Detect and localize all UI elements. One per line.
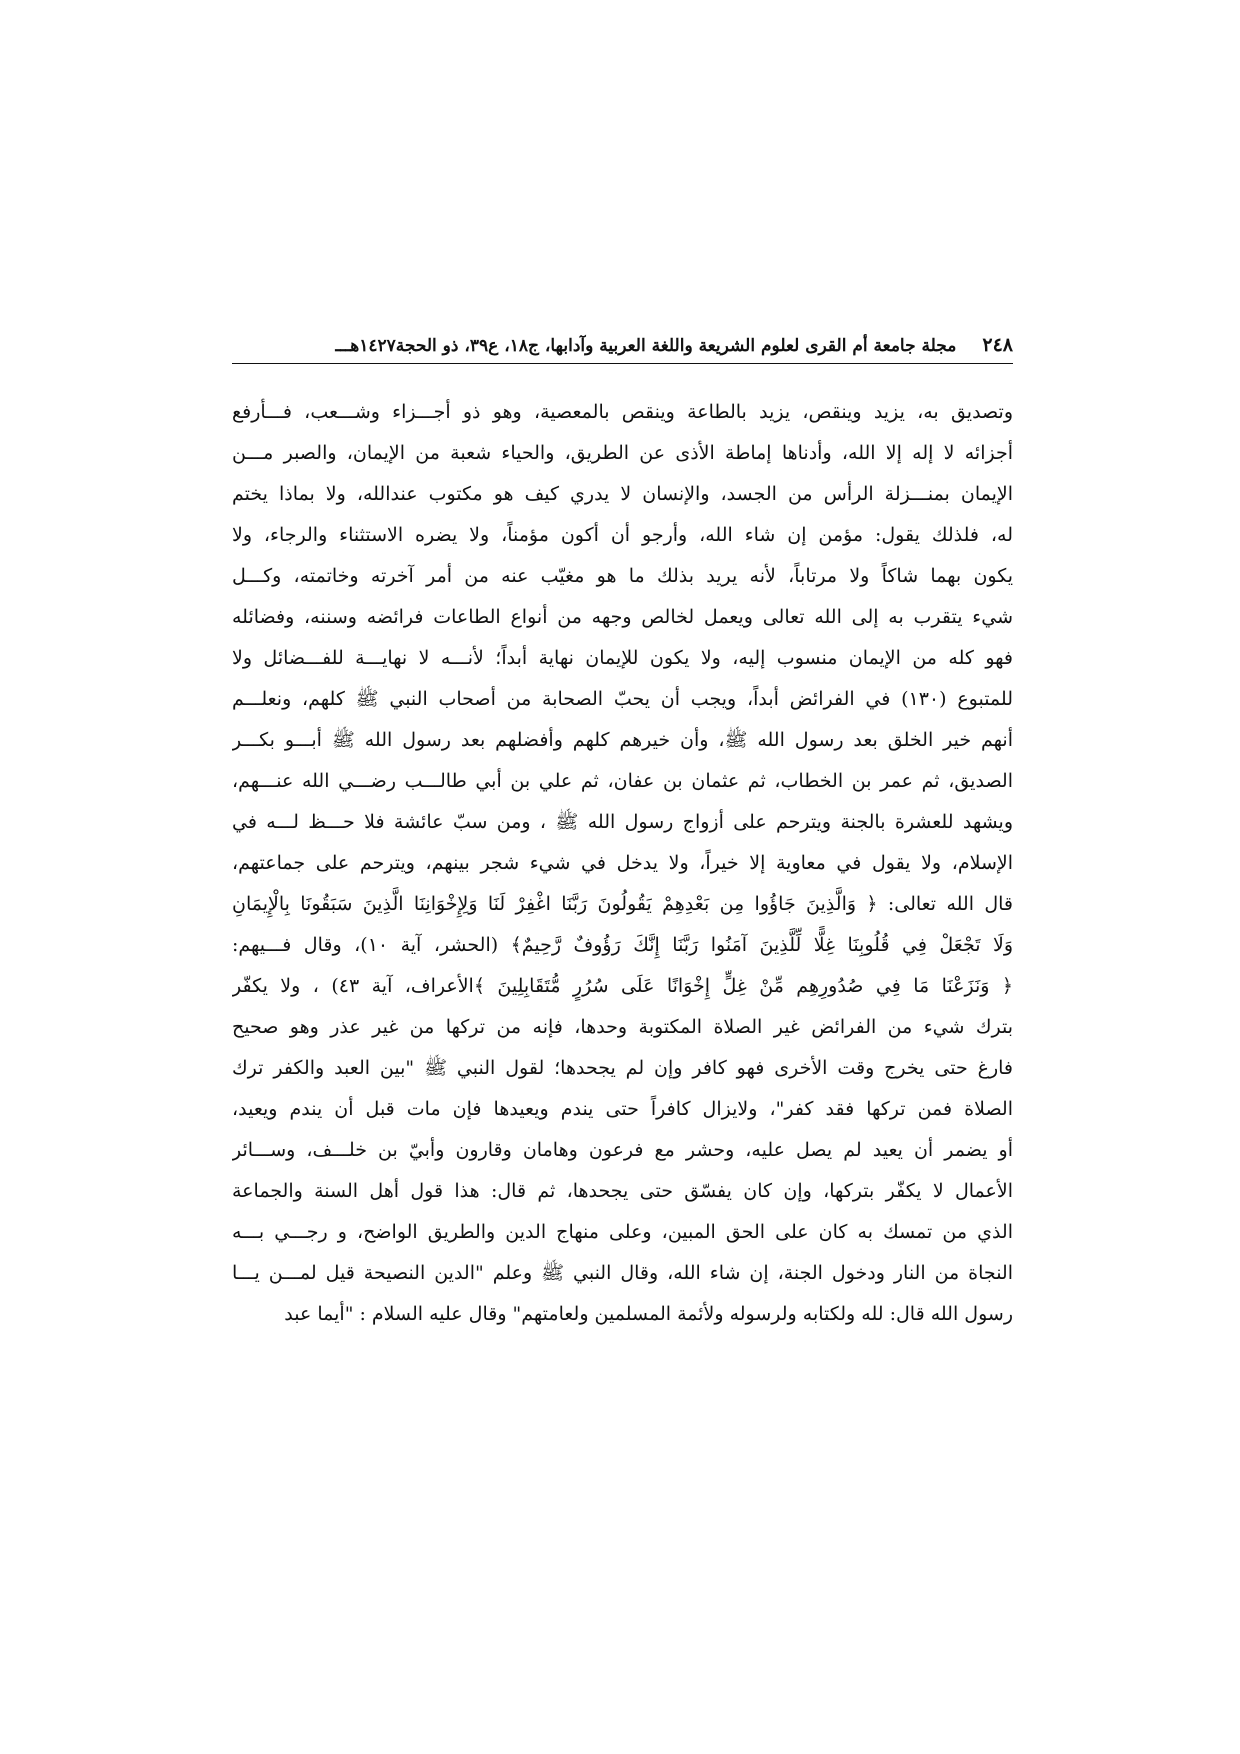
text-line: ويشهد للعشرة بالجنة ويترحم على أزواج رسول الله ﷺ ، ومن سبّ عائشة فلا حـــظ لـــه في bbox=[232, 811, 1013, 833]
text-line: رسول الله قال: لله ولكتابه ولرسوله ولأئمة المسلمين ولعامتهم" وقال عليه السلام : "أيما عبد bbox=[284, 1303, 1013, 1325]
page-number: ٢٤٨ bbox=[982, 334, 1013, 356]
text-line: الإسلام، ولا يقول في معاوية إلا خيراً، ولا يدخل في شيء شجر بينهم، ويترحم على جماعتهم، bbox=[232, 852, 1013, 874]
text-line: شيء يتقرب به إلى الله تعالى ويعمل لخالص وجهه من أنواع الطاعات فرائضه وسننه، وفضائله bbox=[232, 606, 1013, 628]
text-line: فارغ حتى يخرج وقت الأخرى فهو كافر وإن لم يجحدها؛ لقول النبي ﷺ "بين العبد والكفر ترك bbox=[232, 1057, 1013, 1079]
running-header bbox=[232, 320, 1013, 356]
body-text bbox=[232, 392, 1013, 1335]
text-line: الصلاة فمن تركها فقد كفر"، ولايزال كافراً حتى يندم ويعيدها فإن مات قبل أن يندم ويعيد، bbox=[232, 1098, 1013, 1120]
journal-title: مجلة جامعة أم القرى لعلوم الشريعة واللغة العربية وآدابها، ج١٨، ع٣٩، ذو الحجة١٤٢٧هـــ bbox=[335, 336, 957, 356]
text-line: الأعمال لا يكفّر بتركها، وإن كان يفسّق حتى يجحدها، ثم قال: هذا قول أهل السنة والجماعة bbox=[232, 1180, 1013, 1202]
text-line: له، فلذلك يقول: مؤمن إن شاء الله، وأرجو أن أكون مؤمناً، ولا يضره الاستثناء والرجاء، ولا bbox=[232, 524, 1013, 546]
quran-line: وَلَا تَجْعَلْ فِي قُلُوبِنَا غِلًّا لِّلَّذِينَ آمَنُوا رَبَّنَا إِنَّكَ رَؤُوفٌ رَّحِيمٌ﴾ (الحشر، آية ١٠)، وقال فـــيهم: bbox=[232, 934, 1013, 956]
text-line: الإيمان بمنـــزلة الرأس من الجسد، والإنسان لا يدري كيف هو مكتوب عندالله، ولا بماذا يختم bbox=[232, 483, 1013, 505]
text-line: أنهم خير الخلق بعد رسول الله ﷺ، وأن خيرهم كلهم وأفضلهم بعد رسول الله ﷺ أبـــو بكـــر bbox=[232, 729, 1013, 751]
text-line: أو يضمر أن يعيد لم يصل عليه، وحشر مع فرعون وهامان وقارون وأبيّ بن خلـــف، وســـائر bbox=[232, 1139, 1013, 1161]
quran-line: ﴿ وَنَزَعْنَا مَا فِي صُدُورِهِم مِّنْ غِلٍّ إِخْوَانًا عَلَى سُرُرٍ مُّتَقَابِلِينَ ﴾الأعراف، آية ٤٣) ، ولا يكفّر bbox=[232, 975, 1013, 997]
text-line: النجاة من النار ودخول الجنة، إن شاء الله، وقال النبي ﷺ وعلم "الدين النصيحة قيل لمـــن يـــا bbox=[232, 1262, 1013, 1284]
text-line: بترك شيء من الفرائض غير الصلاة المكتوبة وحدها، فإنه من تركها من غير عذر وهو صحيح bbox=[232, 1016, 1013, 1038]
text-line: الصديق، ثم عمر بن الخطاب، ثم عثمان بن عفان، ثم علي بن أبي طالـــب رضـــي الله عنـــهم، bbox=[232, 770, 1013, 792]
text-line: وتصديق به، يزيد وينقص، يزيد بالطاعة وينقص بالمعصية، وهو ذو أجـــزاء وشـــعب، فـــأرفع bbox=[232, 401, 1013, 423]
text-line: فهو كله من الإيمان منسوب إليه، ولا يكون للإيمان نهاية أبداً؛ لأنـــه لا نهايـــة للفـــضائل ولا bbox=[232, 647, 1013, 669]
quran-line: قال الله تعالى: ﴿ وَالَّذِينَ جَاؤُوا مِن بَعْدِهِمْ يَقُولُونَ رَبَّنَا اغْفِرْ لَنَا وَلِإِخْوَانِنَا الَّذِينَ سَبَقُونَا بِالْإِيمَانِ bbox=[232, 893, 1013, 915]
text-line: للمتبوع (١٣٠) في الفرائض أبداً، ويجب أن يحبّ الصحابة من أصحاب النبي ﷺ كلهم، ونعلـــم bbox=[232, 688, 1013, 710]
text-line: يكون بهما شاكاً ولا مرتاباً، لأنه يريد بذلك ما هو مغيّب عنه من أمر آخرته وخاتمته، وكـــل bbox=[232, 565, 1013, 587]
text-line: أجزائه لا إله إلا الله، وأدناها إماطة الأذى عن الطريق، والحياء شعبة من الإيمان، والصبر مـــن bbox=[232, 442, 1013, 464]
text-line: الذي من تمسك به كان على الحق المبين، وعلى منهاج الدين والطريق الواضح، و رجـــي بـــه bbox=[232, 1221, 1013, 1243]
header-rule bbox=[232, 363, 1013, 364]
